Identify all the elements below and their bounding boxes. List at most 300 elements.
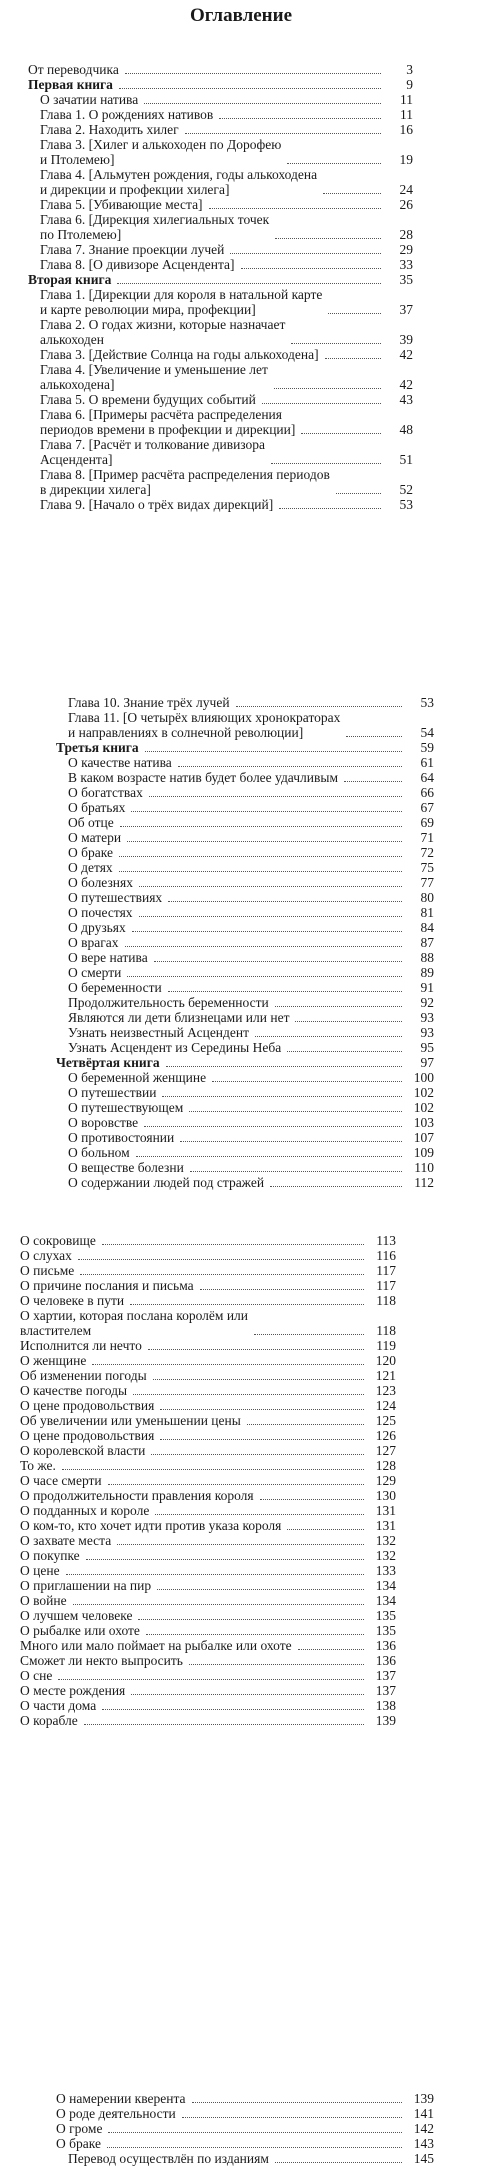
toc-entry-title-line: Глава 3. [Действие Солнца на годы алькоходена] xyxy=(40,347,319,362)
toc-entry-title-line: Глава 6. [Примеры расчёта распределения xyxy=(40,407,282,422)
toc-entry-title xyxy=(20,1293,124,1308)
toc-entry-title xyxy=(40,197,203,212)
toc-entry-title xyxy=(20,1443,145,1458)
toc-entry xyxy=(20,1233,396,1248)
toc-entry xyxy=(20,1398,396,1413)
toc-entry-title-line: О почестях xyxy=(68,905,133,920)
toc-entry xyxy=(20,1623,396,1638)
toc-entry-title xyxy=(20,1698,96,1713)
dot-leader xyxy=(146,1634,364,1635)
toc-entry xyxy=(28,257,413,272)
dot-leader xyxy=(125,946,402,947)
toc-page-number: 72 xyxy=(420,845,434,860)
toc-entry xyxy=(28,62,413,77)
toc-entry-title xyxy=(68,815,114,830)
toc-entry-title xyxy=(68,770,338,785)
toc-page-number: 131 xyxy=(375,1518,396,1533)
toc-entry-title xyxy=(68,950,148,965)
toc-entry-title-line: Глава 4. [Увеличение и уменьшение лет xyxy=(40,362,268,377)
dot-leader xyxy=(80,1274,364,1275)
toc-page-number: 81 xyxy=(420,905,434,920)
toc-entry xyxy=(28,107,413,122)
dot-leader xyxy=(151,1454,364,1455)
toc-page-number: 92 xyxy=(420,995,434,1010)
toc-entry-title xyxy=(56,2136,101,2151)
toc-entry xyxy=(20,1713,396,1728)
toc-page-number: 137 xyxy=(375,1683,396,1698)
toc-entry-title-line: О путешествиях xyxy=(68,890,163,905)
toc-entry-title-line: в дирекции хилега] xyxy=(40,482,151,497)
dot-leader xyxy=(138,1619,364,1620)
toc-entry-title-line: О лучшем человеке xyxy=(20,1608,133,1623)
toc-entry-title xyxy=(20,1518,281,1533)
toc-entry-title xyxy=(20,1458,56,1473)
toc-entry-title-line: О громе xyxy=(56,2121,103,2136)
dot-leader xyxy=(102,1709,364,1710)
toc-entry-title xyxy=(68,965,121,980)
toc-entry xyxy=(20,1458,396,1473)
toc-page-number: 132 xyxy=(375,1533,396,1548)
toc-entry-title xyxy=(68,1130,174,1145)
dot-leader xyxy=(133,1394,364,1395)
toc-page-number: 139 xyxy=(375,1713,396,1728)
dot-leader xyxy=(336,493,381,494)
toc-page-number: 135 xyxy=(375,1608,396,1623)
toc-page-number: 69 xyxy=(420,815,434,830)
toc-entry-title xyxy=(20,1563,60,1578)
toc-entry xyxy=(28,122,413,137)
toc-entry-title xyxy=(68,830,121,845)
toc-entry xyxy=(20,1263,396,1278)
toc-page-number: 48 xyxy=(399,422,413,437)
dot-leader xyxy=(120,826,402,827)
toc-entry-title-line: Первая книга xyxy=(28,77,113,92)
toc-entry-title xyxy=(20,1593,67,1608)
toc-entry-title-line: алькоходена] xyxy=(40,377,115,392)
toc-entry-title-line: О человеке в пути xyxy=(20,1293,125,1308)
dot-leader xyxy=(86,1559,364,1560)
toc-page-number: 119 xyxy=(376,1338,396,1353)
toc-entry xyxy=(56,2151,434,2166)
dot-leader xyxy=(160,1439,364,1440)
toc-page-number: 117 xyxy=(376,1263,396,1278)
toc-entry xyxy=(56,950,434,965)
toc-entry-title-line: Глава 9. [Начало о трёх видах дирекций] xyxy=(40,497,274,512)
toc-entry-title-line: Перевод осуществлён по изданиям xyxy=(68,2151,269,2166)
toc-entry-title xyxy=(20,1473,102,1488)
toc-entry xyxy=(20,1638,396,1653)
toc-entry-title xyxy=(20,1233,96,1248)
toc-entry-title-line: О богатствах xyxy=(68,785,143,800)
toc-entry xyxy=(56,815,434,830)
toc-entry-title-line: Исполнится ли нечто xyxy=(20,1338,142,1353)
toc-entry xyxy=(28,197,413,212)
toc-entry-title-line: О часе смерти xyxy=(20,1473,102,1488)
toc-entry-title xyxy=(28,62,119,77)
toc-entry-title-line: То же. xyxy=(20,1458,56,1473)
dot-leader xyxy=(275,2162,402,2163)
toc-entry-title-line: Глава 8. [Пример расчёта распределения периодов xyxy=(40,467,330,482)
toc-entry-title-line: О месте рождения xyxy=(20,1683,126,1698)
toc-entry-title xyxy=(40,212,269,242)
toc-entry-title xyxy=(20,1488,254,1503)
dot-leader xyxy=(323,193,381,194)
toc-entry-title xyxy=(68,905,133,920)
dot-leader xyxy=(346,736,402,737)
toc-entry xyxy=(20,1608,396,1623)
dot-leader xyxy=(287,163,381,164)
toc-entry xyxy=(56,695,434,710)
toc-entry-title-line: О детях xyxy=(68,860,113,875)
toc-entry-title xyxy=(20,1638,292,1653)
dot-leader xyxy=(139,886,402,887)
toc-entry-title-line: О сне xyxy=(20,1668,53,1683)
dot-leader xyxy=(108,2132,402,2133)
toc-page-number: 112 xyxy=(414,1175,434,1190)
dot-leader xyxy=(275,1006,402,1007)
toc-entry xyxy=(20,1248,396,1263)
toc-entry-title xyxy=(40,287,322,317)
toc-page-number: 134 xyxy=(375,1593,396,1608)
toc-entry-title xyxy=(20,1533,111,1548)
toc-entry xyxy=(56,1040,434,1055)
toc-entry xyxy=(56,710,434,740)
toc-entry-title xyxy=(68,920,126,935)
toc-entry xyxy=(56,785,434,800)
toc-entry xyxy=(28,407,413,437)
toc-entry-title-line: и Птолемею] xyxy=(40,152,115,167)
toc-entry-title xyxy=(40,92,138,107)
toc-page-number: 118 xyxy=(376,1323,396,1338)
toc-entry xyxy=(28,497,413,512)
toc-entry-title xyxy=(20,1383,127,1398)
toc-entry xyxy=(20,1443,396,1458)
toc-entry xyxy=(20,1578,396,1593)
toc-page-number: 16 xyxy=(399,122,413,137)
toc-entry-title-line: и направлениях в солнечной революции] xyxy=(68,725,304,740)
toc-entry-title xyxy=(20,1503,149,1518)
toc-entry xyxy=(20,1518,396,1533)
toc-entry xyxy=(56,890,434,905)
toc-entry xyxy=(56,1010,434,1025)
dot-leader xyxy=(119,871,402,872)
toc-entry-title-line: О матери xyxy=(68,830,122,845)
toc-entry xyxy=(28,242,413,257)
toc-entry xyxy=(20,1278,396,1293)
dot-leader xyxy=(325,358,381,359)
dot-leader xyxy=(260,1499,364,1500)
toc-page-3 xyxy=(20,1233,396,1728)
toc-entry-title xyxy=(68,1115,138,1130)
toc-entry-title-line: О женщине xyxy=(20,1353,87,1368)
toc-entry-title-line: О браке xyxy=(56,2136,101,2151)
toc-page-number: 136 xyxy=(375,1653,396,1668)
toc-entry-title-line: Глава 4. [Альмутен рождения, годы алькоходена xyxy=(40,167,318,182)
toc-page-number: 35 xyxy=(399,272,413,287)
toc-entry-title xyxy=(68,845,113,860)
toc-entry-title xyxy=(40,107,213,122)
toc-entry-title-line: О подданных и короле xyxy=(20,1503,150,1518)
toc-page-number: 93 xyxy=(420,1010,434,1025)
toc-page-number: 124 xyxy=(375,1398,396,1413)
toc-entry-title xyxy=(40,362,268,392)
toc-entry-title-line: О ком-то, кто хочет идти против указа короля xyxy=(20,1518,282,1533)
toc-entry-title xyxy=(68,710,340,740)
toc-entry-title xyxy=(40,122,179,137)
toc-page-number: 51 xyxy=(399,452,413,467)
toc-page-number: 24 xyxy=(399,182,413,197)
toc-page-number: 132 xyxy=(375,1548,396,1563)
dot-leader xyxy=(287,1529,364,1530)
toc-entry-title-line: Глава 6. [Дирекция хилегиальных точек xyxy=(40,212,270,227)
toc-entry xyxy=(56,2106,434,2121)
dot-leader xyxy=(185,133,381,134)
toc-entry-title xyxy=(20,1278,194,1293)
toc-entry xyxy=(28,317,413,347)
toc-page-number: 116 xyxy=(376,1248,396,1263)
toc-entry xyxy=(28,167,413,197)
toc-entry xyxy=(56,875,434,890)
toc-entry xyxy=(20,1488,396,1503)
toc-entry-title-line: О покупке xyxy=(20,1548,80,1563)
toc-page-number: 134 xyxy=(375,1578,396,1593)
dot-leader xyxy=(162,1096,402,1097)
toc-entry-title xyxy=(40,257,235,272)
toc-entry xyxy=(28,287,413,317)
toc-entry-title xyxy=(56,2106,176,2121)
toc-entry-title-line: по Птолемею] xyxy=(40,227,122,242)
toc-entry-title-line: и карте революции мира, профекции] xyxy=(40,302,256,317)
toc-page-number: 139 xyxy=(413,2091,434,2106)
toc-entry-title-line: О продолжительности правления короля xyxy=(20,1488,254,1503)
toc-entry xyxy=(20,1473,396,1488)
toc-entry-title xyxy=(68,890,162,905)
toc-entry-title-line: О смерти xyxy=(68,965,122,980)
toc-entry-title-line: Глава 1. [Дирекции для короля в натальной карте xyxy=(40,287,323,302)
toc-entry-title-line: Узнать Асцендент из Середины Неба xyxy=(68,1040,282,1055)
toc-entry-title xyxy=(40,407,295,437)
toc-entry xyxy=(56,905,434,920)
toc-entry xyxy=(20,1338,396,1353)
toc-entry-title-line: О части дома xyxy=(20,1698,97,1713)
toc-page-1 xyxy=(28,62,413,512)
toc-entry-title-line: О слухах xyxy=(20,1248,72,1263)
toc-entry-title-line: О воровстве xyxy=(68,1115,139,1130)
toc-page-number: 9 xyxy=(406,77,413,92)
toc-entry-title-line: Третья книга xyxy=(56,740,139,755)
toc-page-number: 3 xyxy=(406,62,413,77)
toc-section-heading xyxy=(56,740,434,755)
toc-entry xyxy=(28,392,413,407)
dot-leader xyxy=(295,1021,402,1022)
toc-page-4 xyxy=(56,2091,434,2166)
toc-entry xyxy=(56,1100,434,1115)
toc-entry-title-line: алькоходен xyxy=(40,332,104,347)
toc-page-number: 103 xyxy=(413,1115,434,1130)
toc-entry-title xyxy=(68,785,143,800)
toc-entry-title-line: Глава 10. Знание трёх лучей xyxy=(68,695,230,710)
toc-entry-title-line: О захвате места xyxy=(20,1533,112,1548)
dot-leader xyxy=(230,253,381,254)
toc-entry-title xyxy=(20,1623,140,1638)
dot-leader xyxy=(117,1544,364,1545)
toc-entry-title-line: О болезнях xyxy=(68,875,133,890)
toc-entry-title xyxy=(40,347,319,362)
dot-leader xyxy=(270,1186,402,1187)
toc-entry-title-line: периодов времени в профекции и дирекции] xyxy=(40,422,296,437)
toc-section-heading xyxy=(28,272,413,287)
toc-entry-title xyxy=(56,1055,160,1070)
toc-entry-title-line: Глава 2. Находить хилег xyxy=(40,122,179,137)
toc-page-number: 143 xyxy=(413,2136,434,2151)
toc-entry xyxy=(56,830,434,845)
dot-leader xyxy=(131,811,402,812)
toc-entry-title-line: О письме xyxy=(20,1263,75,1278)
toc-entry-title xyxy=(28,272,111,287)
toc-entry xyxy=(56,770,434,785)
toc-page-number: 109 xyxy=(413,1145,434,1160)
dot-leader xyxy=(168,991,402,992)
dot-leader xyxy=(125,73,381,74)
toc-page-number: 26 xyxy=(399,197,413,212)
toc-entry-title-line: Являются ли дети близнецами или нет xyxy=(68,1010,290,1025)
dot-leader xyxy=(92,1364,364,1365)
toc-entry-title xyxy=(68,1160,184,1175)
toc-page-number: 33 xyxy=(399,257,413,272)
toc-page-number: 77 xyxy=(420,875,434,890)
toc-entry-title-line: властителем xyxy=(20,1323,92,1338)
toc-entry-title xyxy=(68,1085,156,1100)
toc-entry xyxy=(20,1293,396,1308)
toc-entry xyxy=(28,437,413,467)
toc-page-number: 133 xyxy=(375,1563,396,1578)
toc-entry-title xyxy=(40,137,281,167)
toc-entry-title-line: Глава 5. [Убивающие места] xyxy=(40,197,203,212)
toc-page-number: 100 xyxy=(413,1070,434,1085)
toc-entry-title xyxy=(40,437,265,467)
toc-entry-title-line: О хартии, которая послана королём или xyxy=(20,1308,249,1323)
dot-leader xyxy=(301,433,381,434)
toc-page-number: 131 xyxy=(375,1503,396,1518)
toc-page-number: 43 xyxy=(399,392,413,407)
toc-page-number: 71 xyxy=(420,830,434,845)
toc-page-number: 61 xyxy=(420,755,434,770)
toc-entry-title-line: О причине послания и письма xyxy=(20,1278,194,1293)
toc-entry xyxy=(20,1563,396,1578)
dot-leader xyxy=(117,283,381,284)
toc-page-number: 53 xyxy=(420,695,434,710)
toc-entry xyxy=(56,845,434,860)
toc-page-number: 145 xyxy=(413,2151,434,2166)
toc-entry-title xyxy=(20,1338,142,1353)
toc-page-number: 137 xyxy=(375,1668,396,1683)
dot-leader xyxy=(219,118,381,119)
toc-entry xyxy=(56,965,434,980)
toc-entry xyxy=(20,1308,396,1338)
toc-entry-title-line: Глава 11. [О четырёх влияющих хронократорах xyxy=(68,710,341,725)
toc-title: Оглавление xyxy=(189,5,293,26)
toc-entry xyxy=(20,1593,396,1608)
toc-entry-title-line: Глава 2. О годах жизни, которые назначает xyxy=(40,317,286,332)
toc-entry xyxy=(28,212,413,242)
dot-leader xyxy=(127,841,402,842)
toc-entry-title xyxy=(68,1100,183,1115)
dot-leader xyxy=(160,1409,364,1410)
toc-entry xyxy=(56,1025,434,1040)
toc-entry-title xyxy=(20,1353,86,1368)
dot-leader xyxy=(189,1664,364,1665)
dot-leader xyxy=(157,1589,364,1590)
toc-page-number: 11 xyxy=(400,92,413,107)
toc-entry-title xyxy=(20,1248,72,1263)
toc-page-number: 54 xyxy=(420,725,434,740)
toc-entry xyxy=(56,2091,434,2106)
toc-entry xyxy=(56,860,434,875)
toc-entry xyxy=(28,92,413,107)
dot-leader xyxy=(254,1334,364,1335)
toc-entry xyxy=(20,1368,396,1383)
toc-entry xyxy=(56,935,434,950)
toc-entry-title xyxy=(20,1428,154,1443)
toc-entry-title-line: Об отце xyxy=(68,815,114,830)
toc-entry-title xyxy=(68,800,125,815)
toc-entry-title-line: О рыбалке или охоте xyxy=(20,1623,140,1638)
toc-entry-title-line: О друзьях xyxy=(68,920,126,935)
toc-entry-title-line: О роде деятельности xyxy=(56,2106,176,2121)
dot-leader xyxy=(247,1424,364,1425)
toc-entry xyxy=(20,1533,396,1548)
toc-entry-title xyxy=(68,2151,269,2166)
toc-entry-title-line: Продолжительность беременности xyxy=(68,995,269,1010)
dot-leader xyxy=(119,856,402,857)
toc-entry xyxy=(28,362,413,392)
toc-entry-title xyxy=(20,1398,154,1413)
dot-leader xyxy=(182,2117,402,2118)
toc-entry-title-line: Глава 7. [Расчёт и толкование дивизора xyxy=(40,437,266,452)
toc-page-number: 138 xyxy=(375,1698,396,1713)
toc-entry xyxy=(20,1413,396,1428)
toc-page-number: 123 xyxy=(375,1383,396,1398)
toc-entry-title xyxy=(68,1010,289,1025)
toc-page-number: 87 xyxy=(420,935,434,950)
toc-entry-title-line: и дирекции и профекции хилега] xyxy=(40,182,230,197)
dot-leader xyxy=(275,238,381,239)
toc-entry-title-line: О путешествующем xyxy=(68,1100,184,1115)
toc-page-number: 42 xyxy=(399,377,413,392)
toc-entry-title-line: О противостоянии xyxy=(68,1130,175,1145)
toc-entry-title xyxy=(68,860,113,875)
toc-page-number: 29 xyxy=(399,242,413,257)
toc-entry-title xyxy=(56,2121,102,2136)
toc-page-number: 130 xyxy=(375,1488,396,1503)
dot-leader xyxy=(274,388,381,389)
toc-page-number: 135 xyxy=(375,1623,396,1638)
dot-leader xyxy=(271,463,381,464)
toc-entry xyxy=(56,755,434,770)
toc-entry-title-line: Вторая книга xyxy=(28,272,112,287)
toc-entry xyxy=(56,2121,434,2136)
toc-page-number: 39 xyxy=(399,332,413,347)
toc-entry-title xyxy=(40,167,317,197)
toc-entry-title-line: Асцендента] xyxy=(40,452,113,467)
toc-section-heading xyxy=(28,77,413,92)
toc-entry xyxy=(56,2136,434,2151)
toc-entry-title-line: О зачатии натива xyxy=(40,92,139,107)
toc-entry xyxy=(20,1548,396,1563)
dot-leader xyxy=(262,403,381,404)
toc-page-number: 120 xyxy=(375,1353,396,1368)
dot-leader xyxy=(155,1514,364,1515)
